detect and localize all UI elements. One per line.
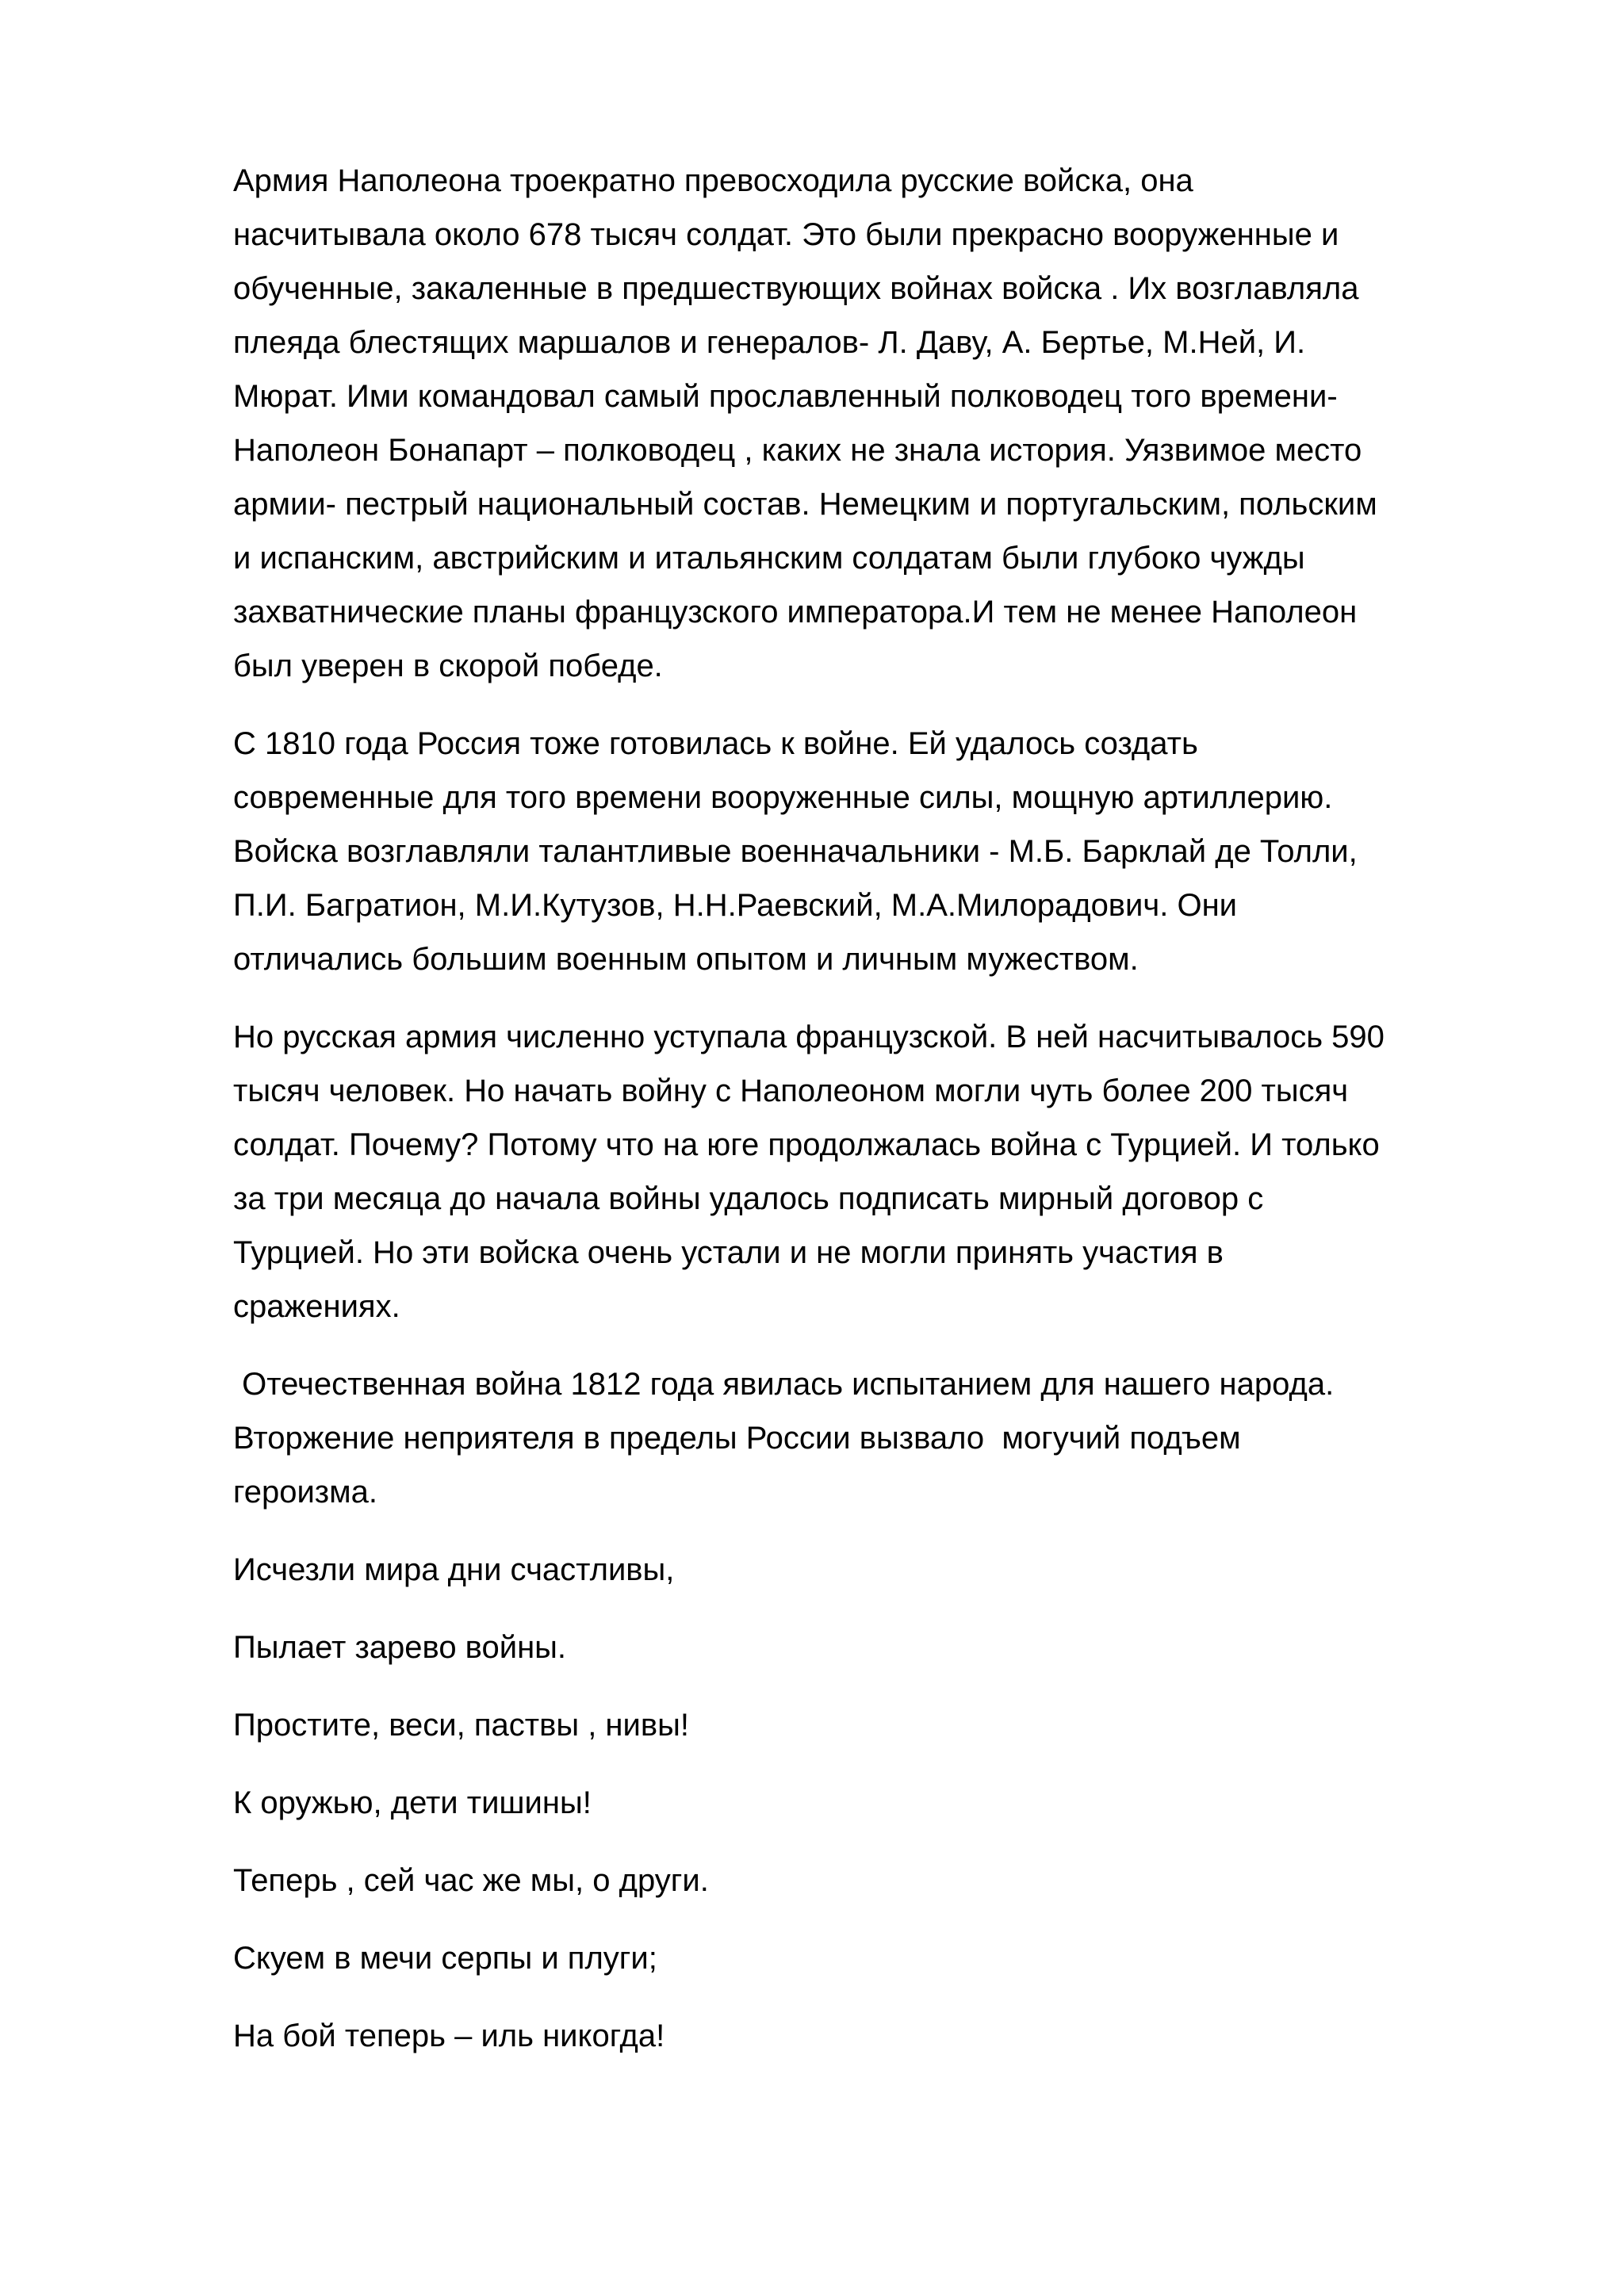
text-line: Вторжение неприятеля в пределы России вызвало могучий подъем [233,1421,1241,1456]
text-line: и испанским, австрийским и итальянским солдатам были глубоко чужды [233,541,1305,576]
text-line: Армия Наполеона троекратно превосходила русские войска, она [233,163,1193,198]
poem-line: К оружью, дети тишины! [233,1785,592,1820]
poem-line: Теперь , сей час же мы, о други. [233,1863,709,1898]
document-body [233,154,1534,2087]
text-line: Но русская армия численно уступала французской. В ней насчитывалось 590 [233,1020,1385,1054]
paragraph-russian-army-size [233,1010,1534,1334]
text-line: Наполеон Бонапарт – полководец , каких не знала история. Уязвимое место [233,433,1362,468]
text-line: плеяда блестящих маршалов и генералов- Л. Даву, А. Бертье, М.Ней, И. [233,325,1306,360]
text-line: С 1810 года Россия тоже готовилась к войне. Ей удалось создать [233,726,1198,761]
text-line: Турцией. Но эти войска очень устали и не могли принять участия в [233,1235,1224,1270]
text-line: обученные, закаленные в предшествующих войнах войска . Их возглавляла [233,271,1359,306]
text-line: современные для того времени вооруженные силы, мощную артиллерию. [233,780,1333,815]
text-line: отличались большим военным опытом и личным мужеством. [233,942,1139,977]
text-line: за три месяца до начала войны удалось подписать мирный договор с [233,1181,1264,1216]
poem [233,1543,1534,2063]
poem-line: На бой теперь – иль никогда! [233,2019,665,2053]
text-line: армии- пестрый национальный состав. Немецким и португальским, польским [233,487,1377,522]
text-line: солдат. Почему? Потому что на юге продолжалась война с Турцией. И только [233,1127,1380,1162]
poem-line: Исчезли мира дни счастливы, [233,1552,675,1587]
text-line: тысяч человек. Но начать войну с Наполеоном могли чуть более 200 тысяч [233,1073,1349,1108]
paragraph-napoleon-army [233,154,1534,693]
text-line: Отечественная война 1812 года явилась испытанием для нашего народа. [233,1367,1335,1402]
paragraph-patriotic-war [233,1357,1534,1519]
text-line: П.И. Багратион, М.И.Кутузов, Н.Н.Раевский, М.А.Милорадович. Они [233,888,1238,923]
poem-line: Простите, веси, паствы , нивы! [233,1708,689,1743]
text-line: Войска возглавляли талантливые военначальники - М.Б. Барклай де Толли, [233,834,1358,869]
text-line: был уверен в скорой победе. [233,649,663,683]
text-line: Мюрат. Ими командовал самый прославленный полководец того времени- [233,379,1338,414]
poem-line: Пылает зарево войны. [233,1630,567,1665]
text-line: насчитывала около 678 тысяч солдат. Это были прекрасно вооруженные и [233,217,1339,252]
text-line: героизма. [233,1475,377,1510]
poem-line: Скуем в мечи серпы и плуги; [233,1941,657,1976]
text-line: захватнические планы французского императора.И тем не менее Наполеон [233,595,1358,629]
paragraph-russia-preparation [233,717,1534,986]
text-line: сражениях. [233,1289,400,1324]
